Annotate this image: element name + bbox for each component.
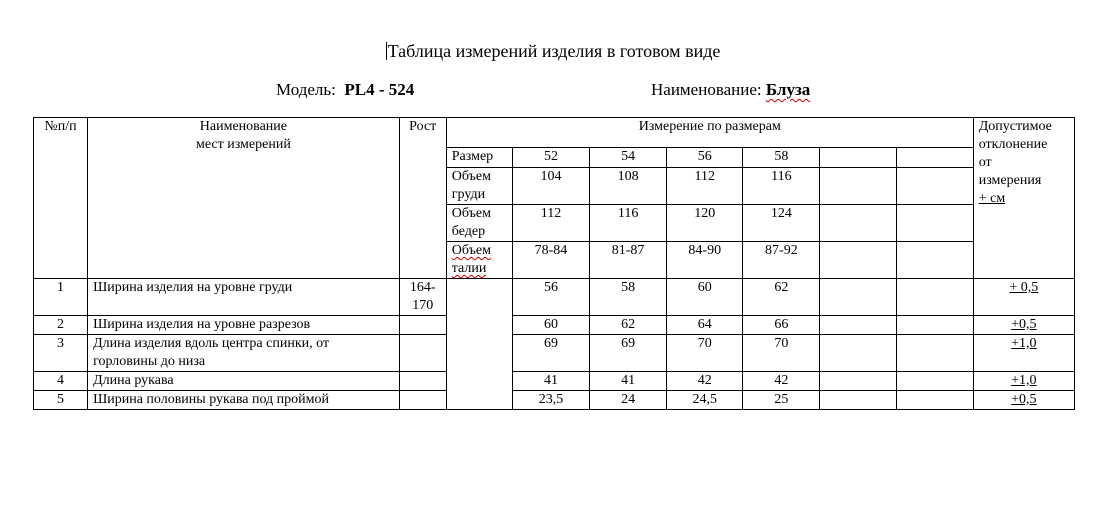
tolerance-cell: +0,5 <box>973 316 1074 335</box>
text-cursor <box>386 42 387 60</box>
value-cell: 69 <box>512 335 589 372</box>
product-name-label: Наименование: <box>651 80 762 99</box>
value-cell: 66 <box>743 316 820 335</box>
size-cell: 52 <box>512 148 589 168</box>
growth-cell: 164- 170 <box>399 279 446 316</box>
table-row <box>34 391 1075 410</box>
waist-cell: 81-87 <box>590 242 667 279</box>
growth-cell <box>399 391 446 410</box>
empty-cell <box>896 316 973 335</box>
hips-label: Объем бедер <box>446 205 512 242</box>
empty-merged-cell <box>446 279 512 410</box>
empty-cell <box>820 242 896 279</box>
header-num: №п/п <box>34 118 88 279</box>
empty-cell <box>820 205 896 242</box>
value-cell: 25 <box>743 391 820 410</box>
value-cell: 62 <box>590 316 667 335</box>
model-value: PL4 - 524 <box>344 80 415 99</box>
title-text: Таблица измерений изделия в готовом виде <box>387 41 721 61</box>
empty-cell <box>896 372 973 391</box>
table-header-row <box>34 118 1075 148</box>
header-sizes: Измерение по размерам <box>446 118 973 148</box>
hips-cell: 124 <box>743 205 820 242</box>
tolerance-cell: +1,0 <box>973 335 1074 372</box>
row-name: Длина изделия вдоль центра спинки, от горловины до низа <box>88 335 400 372</box>
empty-cell <box>896 242 973 279</box>
growth-cell <box>399 335 446 372</box>
chest-cell: 108 <box>590 168 667 205</box>
growth-cell <box>399 316 446 335</box>
value-cell: 23,5 <box>512 391 589 410</box>
value-cell: 60 <box>512 316 589 335</box>
row-num: 2 <box>34 316 88 335</box>
model-label: Модель: <box>276 80 336 99</box>
row-num: 4 <box>34 372 88 391</box>
empty-cell <box>820 335 896 372</box>
header-tolerance: Допустимое отклонение от измерения + см <box>973 118 1074 279</box>
hips-cell: 116 <box>590 205 667 242</box>
empty-cell <box>820 148 896 168</box>
chest-label: Объем груди <box>446 168 512 205</box>
value-cell: 60 <box>667 279 743 316</box>
model-line <box>276 80 414 100</box>
product-name-value: Блуза <box>765 80 811 99</box>
size-cell: 56 <box>667 148 743 168</box>
value-cell: 62 <box>743 279 820 316</box>
tolerance-cell: +1,0 <box>973 372 1074 391</box>
hips-cell: 120 <box>667 205 743 242</box>
waist-label: Объем талии <box>446 242 512 279</box>
value-cell: 69 <box>590 335 667 372</box>
growth-cell <box>399 372 446 391</box>
value-cell: 70 <box>667 335 743 372</box>
empty-cell <box>896 279 973 316</box>
waist-cell: 78-84 <box>512 242 589 279</box>
empty-cell <box>820 372 896 391</box>
tolerance-cell: + 0,5 <box>973 279 1074 316</box>
waist-cell: 84-90 <box>667 242 743 279</box>
empty-cell <box>820 279 896 316</box>
row-num: 5 <box>34 391 88 410</box>
empty-cell <box>896 168 973 205</box>
row-name: Ширина половины рукава под проймой <box>88 391 400 410</box>
size-cell: 58 <box>743 148 820 168</box>
row-name: Ширина изделия на уровне разрезов <box>88 316 400 335</box>
value-cell: 64 <box>667 316 743 335</box>
row-name: Длина рукава <box>88 372 400 391</box>
hips-cell: 112 <box>512 205 589 242</box>
value-cell: 41 <box>590 372 667 391</box>
size-cell: 54 <box>590 148 667 168</box>
page-title <box>0 41 1106 62</box>
table-row <box>34 279 1075 316</box>
value-cell: 42 <box>743 372 820 391</box>
table-row <box>34 372 1075 391</box>
value-cell: 70 <box>743 335 820 372</box>
empty-cell <box>820 168 896 205</box>
empty-cell <box>820 391 896 410</box>
empty-cell <box>896 335 973 372</box>
empty-cell <box>896 205 973 242</box>
value-cell: 42 <box>667 372 743 391</box>
measurements-table <box>33 117 1075 410</box>
header-height: Рост <box>399 118 446 279</box>
row-name: Ширина изделия на уровне груди <box>88 279 400 316</box>
header-measure-name: Наименование мест измерений <box>88 118 400 279</box>
value-cell: 41 <box>512 372 589 391</box>
empty-cell <box>820 316 896 335</box>
value-cell: 24 <box>590 391 667 410</box>
product-name-line <box>651 80 810 100</box>
chest-cell: 104 <box>512 168 589 205</box>
value-cell: 24,5 <box>667 391 743 410</box>
chest-cell: 112 <box>667 168 743 205</box>
row-num: 1 <box>34 279 88 316</box>
waist-cell: 87-92 <box>743 242 820 279</box>
chest-cell: 116 <box>743 168 820 205</box>
table-row <box>34 335 1075 372</box>
tolerance-cell: +0,5 <box>973 391 1074 410</box>
value-cell: 56 <box>512 279 589 316</box>
table-row <box>34 316 1075 335</box>
value-cell: 58 <box>590 279 667 316</box>
empty-cell <box>896 148 973 168</box>
size-label: Размер <box>446 148 512 168</box>
empty-cell <box>896 391 973 410</box>
row-num: 3 <box>34 335 88 372</box>
